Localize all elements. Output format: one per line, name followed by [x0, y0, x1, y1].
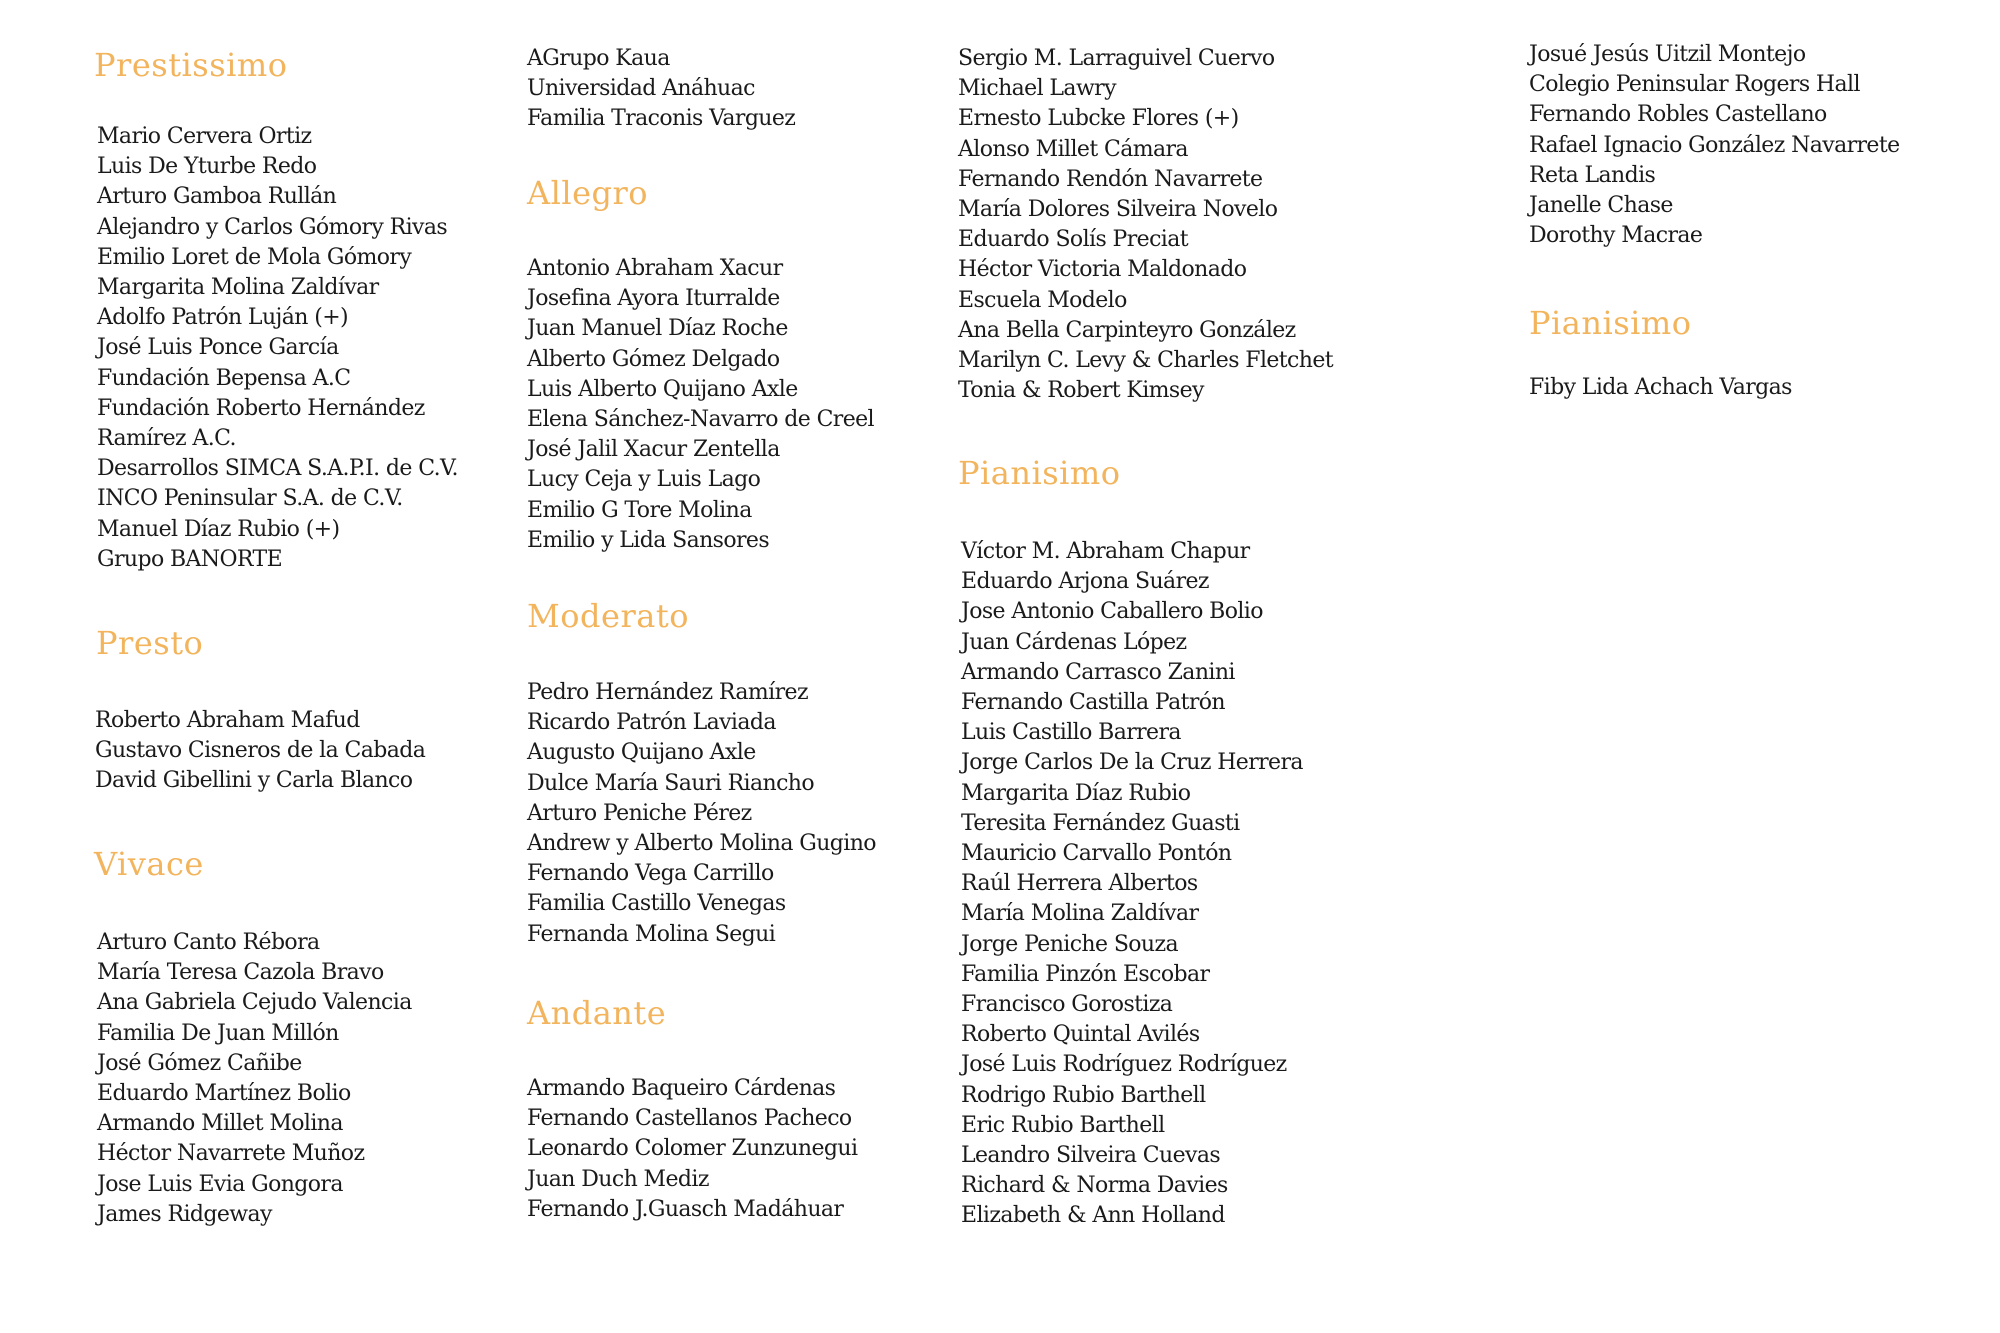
list-item: Josefina Ayora Iturralde [527, 286, 780, 312]
list-pianisimo-1 [961, 537, 1303, 1232]
list-item: Luis Alberto Quijano Axle [527, 376, 798, 402]
list-item: Alberto Gómez Delgado [527, 346, 780, 372]
list-item: Emilio G Tore Molina [527, 497, 752, 523]
list-item: Tonia & Robert Kimsey [958, 378, 1204, 404]
list-item: Luis Castillo Barrera [961, 720, 1181, 746]
list-item: Jose Antonio Caballero Bolio [961, 599, 1263, 625]
list-prestissimo [97, 122, 458, 575]
list-item: Janelle Chase [1529, 193, 1673, 219]
list-item: Juan Cárdenas López [961, 629, 1187, 655]
list-item: AGrupo Kaua [527, 46, 670, 71]
list-item: Marilyn C. Levy & Charles Fletchet [958, 348, 1333, 374]
list-item: Dulce María Sauri Riancho [527, 770, 815, 796]
list-item: Eduardo Arjona Suárez [961, 569, 1209, 595]
list-item: José Luis Rodríguez Rodríguez [961, 1052, 1287, 1078]
list-item: Armando Baqueiro Cárdenas [527, 1076, 836, 1101]
list-item: María Dolores Silveira Novelo [958, 197, 1278, 223]
list-item: Margarita Díaz Rubio [961, 780, 1191, 806]
list-item: Elena Sánchez-Navarro de Creel [527, 407, 874, 433]
list-item: Héctor Navarrete Muñoz [97, 1141, 365, 1167]
list-item: Teresita Fernández Guasti [961, 810, 1240, 836]
list-item: Fernando Castellanos Pacheco [527, 1106, 852, 1132]
list-item: Fernando Castilla Patrón [961, 690, 1225, 716]
list-item: Ana Gabriela Cejudo Valencia [97, 990, 412, 1016]
list-item: Jorge Peniche Souza [961, 931, 1179, 957]
list-item: Alonso Millet Cámara [958, 136, 1188, 162]
list-col4-top [1529, 40, 1900, 251]
list-col2-top [527, 44, 795, 135]
list-item: Jose Luis Evia Gongora [97, 1171, 343, 1197]
list-item: Juan Duch Mediz [527, 1166, 709, 1192]
list-item: Lucy Ceja y Luis Lago [527, 467, 761, 493]
list-item: Arturo Canto Rébora [97, 930, 320, 955]
list-item: Luis De Yturbe Redo [97, 154, 317, 180]
heading-presto: Presto [96, 624, 204, 662]
list-item: Emilio y Lida Sansores [527, 527, 770, 553]
list-item: Fernando Rendón Navarrete [958, 166, 1263, 192]
list-andante [527, 1074, 857, 1225]
list-item: Arturo Peniche Pérez [527, 800, 752, 826]
list-item: Mario Cervera Ortiz [97, 124, 312, 149]
list-item: Víctor M. Abraham Chapur [961, 539, 1250, 564]
list-item: Roberto Quintal Avilés [961, 1022, 1200, 1048]
list-item: Eric Rubio Barthell [961, 1112, 1165, 1138]
list-item: Andrew y Alberto Molina Gugino [527, 831, 876, 857]
list-item: Ricardo Patrón Laviada [527, 710, 776, 736]
list-item: Desarrollos SIMCA S.A.P.I. de C.V. [97, 456, 458, 482]
list-item: Pedro Hernández Ramírez [527, 680, 808, 705]
list-item: Colegio Peninsular Rogers Hall [1529, 72, 1860, 98]
list-item: Fernando J.Guasch Madáhuar [527, 1196, 844, 1222]
list-item: Ana Bella Carpinteyro González [958, 317, 1296, 343]
list-item: Elizabeth & Ann Holland [961, 1203, 1225, 1229]
heading-pianisimo-1: Pianisimo [958, 454, 1121, 492]
list-item: Fernando Vega Carrillo [527, 861, 774, 887]
list-vivace [97, 928, 412, 1230]
list-item: Josué Jesús Uitzil Montejo [1529, 42, 1806, 67]
heading-moderato: Moderato [527, 597, 689, 635]
list-item: Jorge Carlos De la Cruz Herrera [961, 750, 1303, 776]
list-item: Rodrigo Rubio Barthell [961, 1082, 1206, 1108]
list-item: Dorothy Macrae [1529, 223, 1703, 249]
list-item: José Luis Ponce García [97, 335, 339, 361]
list-item: Augusto Quijano Axle [527, 740, 756, 766]
list-item: Grupo BANORTE [97, 546, 283, 572]
list-item: Armando Carrasco Zanini [961, 659, 1235, 685]
list-presto [95, 706, 425, 797]
list-item: Margarita Molina Zaldívar [97, 275, 379, 301]
heading-prestissimo: Prestissimo [94, 46, 288, 84]
list-allegro [527, 254, 874, 556]
list-item: Familia Pinzón Escobar [961, 961, 1210, 987]
list-item: Mauricio Carvallo Pontón [961, 841, 1232, 867]
list-item: Antonio Abraham Xacur [527, 256, 783, 281]
list-item: Roberto Abraham Mafud [95, 708, 360, 733]
list-item: Universidad Anáhuac [527, 76, 755, 102]
list-item: Familia De Juan Millón [97, 1020, 339, 1046]
list-item: Emilio Loret de Mola Gómory [97, 244, 412, 270]
list-item: Juan Manuel Díaz Roche [527, 316, 788, 342]
list-item: Leandro Silveira Cuevas [961, 1143, 1221, 1169]
list-item: Manuel Díaz Rubio (+) [97, 516, 340, 542]
list-item: Escuela Modelo [958, 287, 1127, 313]
list-item: Ramírez A.C. [97, 426, 236, 452]
list-item: Familia Castillo Venegas [527, 891, 786, 917]
list-item: José Gómez Cañibe [97, 1050, 302, 1076]
list-item: Reta Landis [1529, 162, 1656, 188]
list-item: Familia Traconis Varguez [527, 106, 796, 132]
list-item: Francisco Gorostiza [961, 992, 1173, 1018]
list-item: María Molina Zaldívar [961, 901, 1199, 927]
heading-vivace: Vivace [94, 845, 204, 883]
heading-pianisimo-2: Pianisimo [1529, 304, 1692, 342]
list-item: Armando Millet Molina [97, 1111, 343, 1137]
list-item: Eduardo Solís Preciat [958, 227, 1188, 253]
list-item: María Teresa Cazola Bravo [97, 960, 384, 986]
list-item: David Gibellini y Carla Blanco [95, 768, 413, 794]
list-item: Arturo Gamboa Rullán [97, 184, 337, 210]
list-item: Gustavo Cisneros de la Cabada [95, 738, 426, 764]
list-item: Fernando Robles Castellano [1529, 102, 1827, 128]
list-item: Leonardo Colomer Zunzunegui [527, 1136, 858, 1162]
list-item: Ernesto Lubcke Flores (+) [958, 106, 1239, 132]
list-item: Héctor Victoria Maldonado [958, 257, 1247, 283]
list-item: Michael Lawry [958, 76, 1116, 102]
list-item: Alejandro y Carlos Gómory Rivas [97, 214, 448, 240]
list-col3-top [958, 44, 1333, 406]
list-item: Fiby Lida Achach Vargas [1529, 375, 1792, 400]
list-pianisimo-2 [1529, 373, 1792, 403]
list-item: Richard & Norma Davies [961, 1173, 1228, 1199]
list-item: Fundación Roberto Hernández [97, 395, 425, 421]
list-item: INCO Peninsular S.A. de C.V. [97, 486, 403, 512]
list-item: Eduardo Martínez Bolio [97, 1081, 351, 1107]
heading-allegro: Allegro [527, 174, 649, 212]
list-item: Adolfo Patrón Luján (+) [97, 305, 349, 331]
heading-andante: Andante [527, 994, 667, 1032]
list-item: Rafael Ignacio González Navarrete [1529, 132, 1900, 158]
list-item: Sergio M. Larraguivel Cuervo [958, 46, 1275, 71]
list-item: Fernanda Molina Segui [527, 921, 776, 947]
list-item: José Jalil Xacur Zentella [527, 437, 780, 463]
list-item: James Ridgeway [97, 1201, 272, 1227]
list-item: Fundación Bepensa A.C [97, 365, 351, 391]
list-item: Raúl Herrera Albertos [961, 871, 1198, 897]
list-moderato [527, 678, 876, 950]
